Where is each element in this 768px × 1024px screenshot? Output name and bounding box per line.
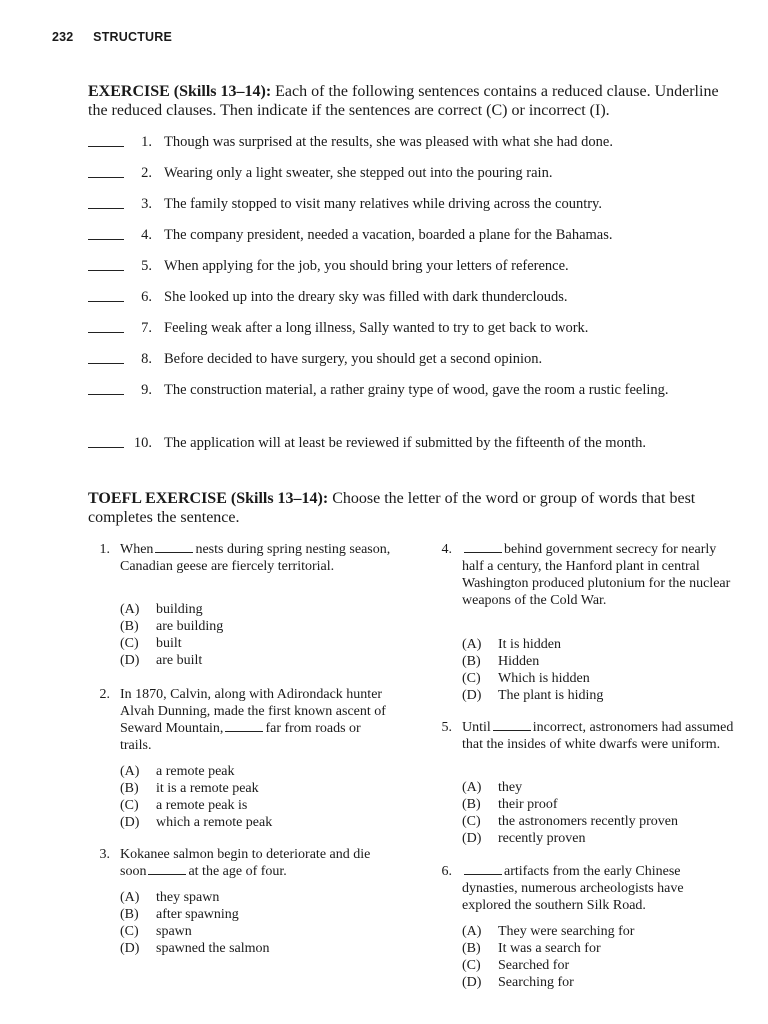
fill-blank (464, 542, 502, 553)
fill-blank (148, 864, 186, 875)
item-number: 4. (141, 227, 152, 243)
page-header (52, 30, 172, 44)
option-letter: (D) (462, 688, 482, 703)
fill-blank (493, 720, 531, 731)
option-letter: (A) (462, 780, 482, 795)
item-text: Feeling weak after a long illness, Sally wanted to try to get back to work. (164, 320, 589, 336)
answer-blank[interactable] (88, 239, 124, 240)
option-letter: (B) (120, 907, 139, 922)
item-number: 10. (133, 435, 152, 451)
option-letter: (A) (120, 602, 140, 617)
option[interactable] (120, 889, 270, 906)
option-letter: (D) (120, 653, 140, 668)
option-text: Searching for (498, 975, 574, 990)
stem-text: Until (462, 720, 491, 735)
option[interactable] (462, 974, 634, 991)
option[interactable] (462, 796, 678, 813)
option-letter: (D) (120, 815, 140, 830)
option[interactable] (120, 906, 270, 923)
option[interactable] (120, 923, 270, 940)
option-text: spawn (156, 924, 192, 939)
option-letter: (B) (120, 781, 139, 796)
answer-blank[interactable] (88, 363, 124, 364)
option-letter: (A) (120, 890, 140, 905)
item-number: 5. (141, 258, 152, 274)
answer-blank[interactable] (88, 177, 124, 178)
option-letter: (D) (462, 975, 482, 990)
option-letter: (D) (120, 941, 140, 956)
option-letter: (D) (462, 831, 482, 846)
section-title: STRUCTURE (93, 30, 173, 44)
option[interactable] (462, 940, 634, 957)
option-list (462, 923, 634, 991)
exercise-instructions: Each of the following sentences contains a reduced clause. Underline the reduced clauses. Then indicate if the sentences are correct (C) or incorrect (I). (88, 83, 719, 119)
option[interactable] (462, 813, 678, 830)
question-stem (462, 719, 734, 753)
answer-blank[interactable] (88, 208, 124, 209)
question-stem (120, 541, 392, 575)
option-text: built (156, 636, 182, 651)
option-text: building (156, 602, 203, 617)
option-text: spawned the salmon (156, 941, 270, 956)
option-list (120, 763, 272, 831)
option-text: they (498, 780, 523, 795)
option[interactable] (462, 687, 603, 704)
item-number: 6. (141, 289, 152, 305)
question-stem (120, 686, 392, 754)
stem-text: artifacts from the early Chinese dynasties, numerous archeologists have explored the southern Silk Road. (462, 864, 684, 913)
item-number: 7. (141, 320, 152, 336)
item-text: Before decided to have surgery, you should get a second opinion. (164, 351, 543, 367)
option-letter: (B) (120, 619, 139, 634)
option-letter: (C) (462, 958, 481, 973)
item-number: 2. (141, 165, 152, 181)
option-text: They were searching for (498, 924, 635, 939)
option[interactable] (120, 797, 272, 814)
answer-blank[interactable] (88, 394, 124, 395)
question-number: 3. (99, 847, 110, 862)
option-text: recently proven (498, 831, 586, 846)
item-number: 1. (141, 134, 152, 150)
option-list (120, 601, 223, 669)
toefl-instructions: Choose the letter of the word or group of words that best completes the sentence. (88, 490, 696, 526)
item-number: 3. (141, 196, 152, 212)
fill-blank (155, 542, 193, 553)
option[interactable] (462, 779, 678, 796)
option-list (462, 636, 603, 704)
option-text: their proof (498, 797, 558, 812)
option[interactable] (120, 940, 270, 957)
option[interactable] (120, 652, 223, 669)
stem-text: Kokanee salmon begin to deteriorate and die soon (120, 847, 371, 879)
option-text: The plant is hiding (498, 688, 604, 703)
toefl-intro (88, 489, 738, 527)
question-number: 6. (441, 864, 452, 879)
option[interactable] (462, 830, 678, 847)
item-text: When applying for the job, you should bring your letters of reference. (164, 258, 569, 274)
option[interactable] (462, 636, 603, 653)
option-text: which a remote peak (156, 815, 273, 830)
option-text: after spawning (156, 907, 239, 922)
question-number: 4. (441, 542, 452, 557)
item-number: 9. (141, 382, 152, 398)
answer-blank[interactable] (88, 301, 124, 302)
stem-text: When (120, 542, 154, 557)
answer-blank[interactable] (88, 146, 124, 147)
stem-text: incorrect, astronomers had assumed that the insides of white dwarfs were uniform. (462, 720, 734, 752)
answer-blank[interactable] (88, 270, 124, 271)
item-text: The application will at least be reviewed if submitted by the fifteenth of the month. (164, 435, 646, 451)
option-text: are built (156, 653, 203, 668)
option[interactable] (120, 618, 223, 635)
option[interactable] (120, 601, 223, 618)
item-number: 8. (141, 351, 152, 367)
option-text: a remote peak is (156, 798, 248, 813)
option-list (462, 779, 678, 847)
question-number: 2. (99, 687, 110, 702)
option[interactable] (462, 670, 603, 687)
stem-text: far from roads or trails. (120, 721, 361, 753)
option-letter: (C) (120, 636, 139, 651)
question-stem (120, 846, 392, 880)
toefl-title: TOEFL EXERCISE (Skills 13–14): (88, 490, 329, 507)
exercise-intro (88, 82, 736, 120)
fill-blank (225, 721, 263, 732)
option-letter: (C) (120, 924, 139, 939)
option-letter: (C) (462, 814, 481, 829)
option-letter: (C) (462, 671, 481, 686)
option[interactable] (462, 923, 634, 940)
item-text: Wearing only a light sweater, she stepped out into the pouring rain. (164, 165, 553, 181)
stem-text: In 1870, Calvin, along with Adirondack hunter Alvah Dunning, made the first known ascent of Seward Mountain, (120, 687, 386, 736)
option-text: Searched for (498, 958, 570, 973)
answer-blank[interactable] (88, 447, 124, 448)
option-letter: (C) (120, 798, 139, 813)
option-letter: (B) (462, 797, 481, 812)
option-text: the astronomers recently proven (498, 814, 678, 829)
item-text: The construction material, a rather grainy type of wood, gave the room a rustic feeling. (164, 382, 669, 398)
question-stem (462, 541, 734, 609)
option-text: Hidden (498, 654, 540, 669)
option-letter: (A) (462, 924, 482, 939)
question-number: 5. (441, 720, 452, 735)
option-text: they spawn (156, 890, 220, 905)
item-text: The family stopped to visit many relatives while driving across the country. (164, 196, 602, 212)
item-text: She looked up into the dreary sky was filled with dark thunderclouds. (164, 289, 568, 305)
question-stem (462, 863, 734, 914)
answer-blank[interactable] (88, 332, 124, 333)
stem-text: at the age of four. (188, 864, 287, 879)
option[interactable] (120, 814, 272, 831)
fill-blank (464, 864, 502, 875)
option-text: it is a remote peak (156, 781, 259, 796)
option-text: It was a search for (498, 941, 601, 956)
option[interactable] (120, 763, 272, 780)
page-number: 232 (52, 30, 74, 44)
option-letter: (B) (462, 654, 481, 669)
option-letter: (B) (462, 941, 481, 956)
option-text: a remote peak (156, 764, 235, 779)
stem-text: behind government secrecy for nearly half a century, the Hanford plant in central Washington produced plutonium for the nuclear weapons of the Cold War. (462, 542, 731, 608)
option-text: It is hidden (498, 637, 561, 652)
option[interactable] (120, 635, 223, 652)
option-list (120, 889, 270, 957)
option-text: Which is hidden (498, 671, 590, 686)
item-text: The company president, needed a vacation, boarded a plane for the Bahamas. (164, 227, 613, 243)
stem-text: nests during spring nesting season, Canadian geese are fiercely territorial. (120, 542, 391, 574)
option[interactable] (462, 653, 603, 670)
option-letter: (A) (462, 637, 482, 652)
exercise-title: EXERCISE (Skills 13–14): (88, 83, 272, 100)
option-letter: (A) (120, 764, 140, 779)
item-text: Though was surprised at the results, she was pleased with what she had done. (164, 134, 613, 150)
option-text: are building (156, 619, 224, 634)
question-number: 1. (99, 542, 110, 557)
option[interactable] (120, 780, 272, 797)
option[interactable] (462, 957, 634, 974)
